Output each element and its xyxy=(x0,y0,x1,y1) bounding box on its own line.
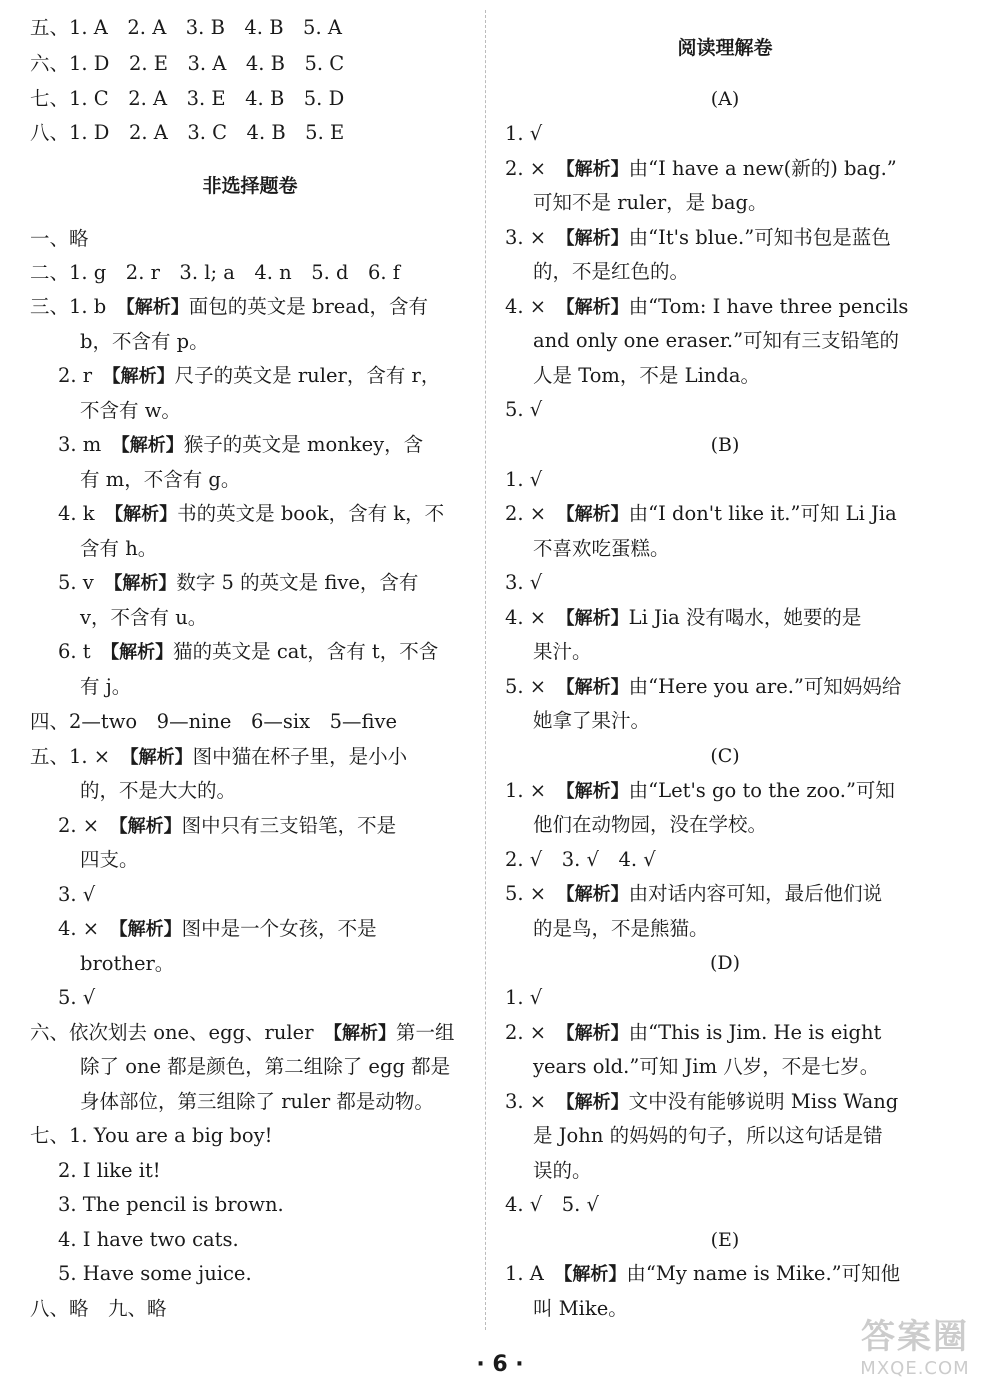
answer-line: brother。 xyxy=(80,952,175,975)
watermark-logo xyxy=(850,1309,980,1379)
watermark-title: 答案圈 xyxy=(861,1317,969,1357)
answer-line: 是 John 的妈妈的句子，所以这句话是错 xyxy=(533,1124,883,1147)
answer-line: 2. × 【解析】图中只有三支铅笔，不是 xyxy=(58,814,397,837)
answer-line: 的，不是大大的。 xyxy=(80,779,237,802)
answer-line: and only one eraser.”可知有三支铅笔的 xyxy=(533,329,900,352)
analysis-tag: 【解析】 xyxy=(565,781,629,802)
answer-line: 3. m 【解析】猴子的英文是 monkey，含 xyxy=(58,433,424,456)
answer-line: 4. × 【解析】图中是一个女孩，不是 xyxy=(58,917,377,940)
analysis-tag: 【解析】 xyxy=(565,504,629,525)
analysis-tag: 【解析】 xyxy=(129,747,193,768)
answer-line: 5. Have some juice. xyxy=(58,1262,252,1285)
answer-line: 误的。 xyxy=(533,1159,592,1182)
answer-line: 1. A 【解析】由“My name is Mike.”可知他 xyxy=(505,1262,901,1285)
analysis-tag: 【解析】 xyxy=(125,297,189,318)
answer-line: 3. √ xyxy=(505,571,543,594)
section-title: 阅读理解卷 xyxy=(677,37,773,59)
answer-line: 六、1. D 2. E 3. A 4. B 5. C xyxy=(30,52,345,75)
analysis-tag: 【解析】 xyxy=(565,1092,629,1113)
analysis-tag: 【解析】 xyxy=(565,1023,629,1044)
analysis-tag: 【解析】 xyxy=(565,228,629,249)
answer-line: 五、1. A 2. A 3. B 4. B 5. A xyxy=(30,16,342,39)
answer-line: 她拿了果汁。 xyxy=(533,709,651,732)
answer-line: 1. √ xyxy=(505,986,543,1009)
answer-line: 他们在动物园，没在学校。 xyxy=(533,813,768,836)
answer-line: 不含有 w。 xyxy=(80,399,181,422)
answer-line: 5. √ xyxy=(505,398,543,421)
answer-line: 四、2—two 9—nine 6—six 5—five xyxy=(30,710,398,733)
analysis-tag: 【解析】 xyxy=(333,1023,397,1044)
answer-line: 3. The pencil is brown. xyxy=(58,1193,284,1216)
answer-line: 2. × 【解析】由“I have a new(新的) bag.” xyxy=(505,157,897,180)
answer-line: 4. I have two cats. xyxy=(58,1228,239,1251)
analysis-tag: 【解析】 xyxy=(565,159,629,180)
watermark-url: MXQE.COM xyxy=(860,1358,970,1379)
subsection-label: (E) xyxy=(710,1229,740,1251)
subsection-label: (C) xyxy=(710,745,740,767)
answer-line: 6. t 【解析】猫的英文是 cat，含有 t，不含 xyxy=(58,640,439,663)
answer-line: 5. × 【解析】由“Here you are.”可知妈妈给 xyxy=(505,675,902,698)
answer-line: 1. √ xyxy=(505,468,543,491)
answer-line: v，不含有 u。 xyxy=(80,606,208,629)
answer-line: 1. × 【解析】由“Let's go to the zoo.”可知 xyxy=(505,779,895,802)
answer-line: 不喜欢吃蛋糕。 xyxy=(533,537,670,560)
analysis-tag: 【解析】 xyxy=(111,366,175,387)
answer-line: 4. k 【解析】书的英文是 book，含有 k，不 xyxy=(58,502,445,525)
analysis-tag: 【解析】 xyxy=(114,504,178,525)
answer-line: 4. × 【解析】Li Jia 没有喝水，她要的是 xyxy=(505,606,862,629)
answer-line: 2. × 【解析】由“I don't like it.”可知 Li Jia xyxy=(505,502,897,525)
answer-line: 八、略 九、略 xyxy=(30,1297,167,1320)
analysis-tag: 【解析】 xyxy=(110,642,174,663)
page-number: · 6 · xyxy=(476,1352,524,1377)
answer-line: b，不含有 p。 xyxy=(80,330,209,353)
answer-line: 除了 one 都是颜色，第二组除了 egg 都是 xyxy=(80,1055,451,1078)
answer-line: 3. √ xyxy=(58,883,96,906)
subsection-label: (B) xyxy=(710,434,740,456)
answer-line: 4. × 【解析】由“Tom: I have three pencils xyxy=(505,295,909,318)
answer-line: 3. × 【解析】文中没有能够说明 Miss Wang xyxy=(505,1090,899,1113)
answer-line: 2. √ 3. √ 4. √ xyxy=(505,848,656,871)
answer-line: 的是鸟，不是熊猫。 xyxy=(533,917,709,940)
analysis-tag: 【解析】 xyxy=(563,1264,627,1285)
answer-line: 含有 h。 xyxy=(80,537,158,560)
analysis-tag: 【解析】 xyxy=(113,573,177,594)
answer-line: 有 m，不含有 g。 xyxy=(80,468,241,491)
answer-line: 身体部位，第三组除了 ruler 都是动物。 xyxy=(80,1090,434,1113)
analysis-tag: 【解析】 xyxy=(565,608,629,629)
answer-line: 叫 Mike。 xyxy=(533,1297,628,1320)
section-title: 非选择题卷 xyxy=(202,175,298,197)
analysis-tag: 【解析】 xyxy=(120,435,184,456)
answer-line: 五、1. × 【解析】图中猫在杯子里，是小小 xyxy=(30,745,408,768)
subsection-label: (A) xyxy=(710,88,740,110)
analysis-tag: 【解析】 xyxy=(565,297,629,318)
answer-line: 果汁。 xyxy=(533,640,592,663)
answer-line: 八、1. D 2. A 3. C 4. B 5. E xyxy=(30,121,345,144)
answer-line: 2. I like it! xyxy=(58,1159,161,1182)
answer-line: 3. × 【解析】由“It's blue.”可知书包是蓝色 xyxy=(505,226,891,249)
answer-line: 2. r 【解析】尺子的英文是 ruler，含有 r， xyxy=(58,364,441,387)
answer-line: 一、略 xyxy=(30,227,89,250)
answer-line: 七、1. You are a big boy! xyxy=(30,1124,273,1147)
analysis-tag: 【解析】 xyxy=(118,919,182,940)
answer-line: 可知不是 ruler，是 bag。 xyxy=(533,191,768,214)
answer-line: 5. √ xyxy=(58,986,96,1009)
answer-line: 有 j。 xyxy=(80,675,132,698)
answer-line: 六、依次划去 one、egg、ruler 【解析】第一组 xyxy=(30,1021,455,1044)
answer-line: years old.”可知 Jim 八岁，不是七岁。 xyxy=(533,1055,880,1078)
answer-line: 5. × 【解析】由对话内容可知，最后他们说 xyxy=(505,882,883,905)
analysis-tag: 【解析】 xyxy=(565,677,629,698)
subsection-label: (D) xyxy=(709,952,741,974)
answer-line: 二、1. g 2. r 3. l; a 4. n 5. d 6. f xyxy=(30,261,401,284)
answer-line: 三、1. b 【解析】面包的英文是 bread，含有 xyxy=(30,295,428,318)
answer-line: 1. √ xyxy=(505,122,543,145)
answer-line: 5. v 【解析】数字 5 的英文是 five，含有 xyxy=(58,571,419,594)
answer-line: 的，不是红色的。 xyxy=(533,260,690,283)
analysis-tag: 【解析】 xyxy=(565,884,629,905)
answer-line: 2. × 【解析】由“This is Jim. He is eight xyxy=(505,1021,882,1044)
answer-line: 四支。 xyxy=(80,848,139,871)
answer-line: 七、1. C 2. A 3. E 4. B 5. D xyxy=(30,87,345,110)
answer-line: 4. √ 5. √ xyxy=(505,1193,599,1216)
answer-line: 人是 Tom，不是 Linda。 xyxy=(533,364,760,387)
analysis-tag: 【解析】 xyxy=(118,816,182,837)
column-divider xyxy=(485,10,486,1330)
